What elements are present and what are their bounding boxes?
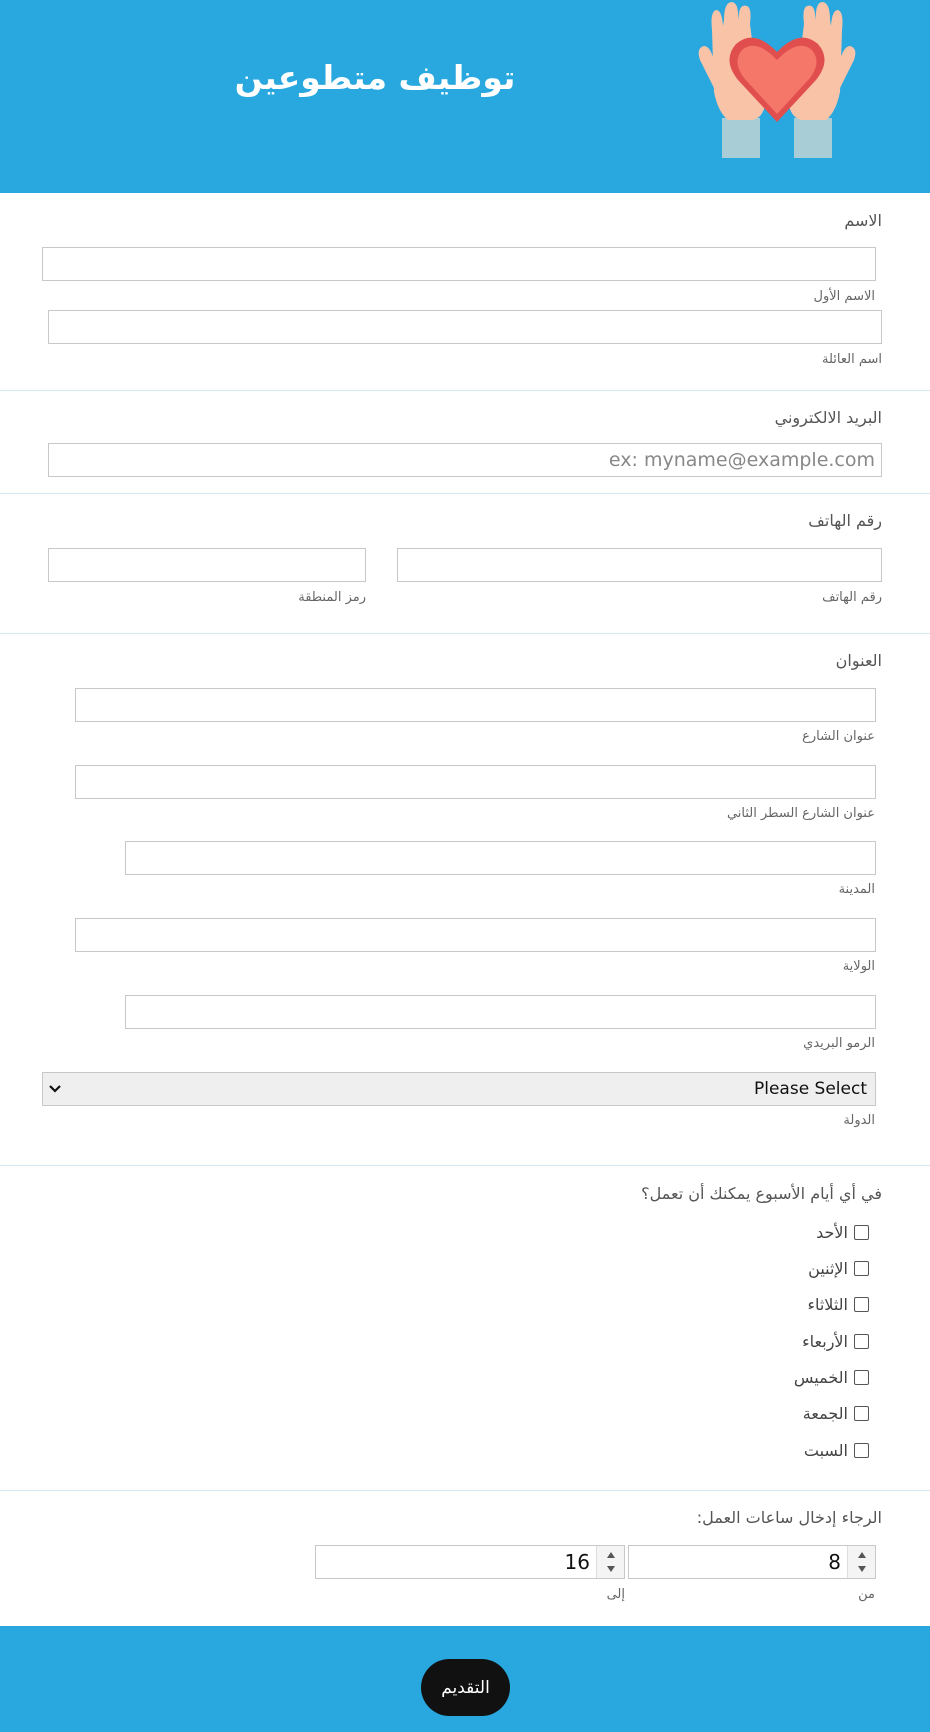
checkbox[interactable] [854,1225,869,1240]
checkbox[interactable] [854,1261,869,1276]
spinner-arrows[interactable] [596,1546,624,1578]
last-name-input[interactable] [48,310,882,344]
hours-from-sublabel: من [858,1587,875,1602]
area-code-sublabel: رمز المنطقة [298,590,366,605]
name-label: الاسم [844,211,882,230]
day-option-label: السبت [803,1440,848,1460]
day-option[interactable] [803,1401,869,1425]
spinner-arrows[interactable] [847,1546,875,1578]
day-option-label: الإثنين [808,1258,848,1278]
checkbox[interactable] [854,1297,869,1312]
day-option[interactable] [816,1220,869,1244]
country-selected-value: Please Select [753,1079,867,1099]
chevron-down-icon [49,1083,61,1095]
form-body [0,193,930,1626]
street-address-sublabel: عنوان الشارع [802,729,875,744]
phone-number-sublabel: رقم الهاتف [822,590,882,605]
form-header [0,0,930,193]
checkbox[interactable] [854,1406,869,1421]
address-label: العنوان [835,651,882,670]
checkbox[interactable] [854,1443,869,1458]
first-name-sublabel: الاسم الأول [813,289,875,304]
street-address-line2-input[interactable] [75,765,876,799]
day-option[interactable] [794,1365,869,1389]
arrow-up-icon[interactable] [606,1551,616,1559]
section-divider [0,1165,930,1166]
street-address-line2-sublabel: عنوان الشارع السطر الثاني [726,806,875,821]
hours-to-value: 16 [564,1550,590,1574]
state-input[interactable] [75,918,876,952]
day-option[interactable] [807,1292,869,1316]
country-sublabel: الدولة [843,1113,875,1128]
area-code-input[interactable] [48,548,366,582]
country-select[interactable] [42,1072,876,1106]
first-name-input[interactable] [42,247,876,281]
hours-label: الرجاء إدخال ساعات العمل: [696,1508,882,1527]
city-sublabel: المدينة [838,882,875,897]
section-divider [0,633,930,634]
state-sublabel: الولاية [842,959,875,974]
days-label: في أي أيام الأسبوع يمكنك أن تعمل؟ [641,1184,882,1203]
hours-to-spinner[interactable] [315,1545,625,1579]
arrow-up-icon[interactable] [857,1551,867,1559]
section-divider [0,1490,930,1491]
zip-code-sublabel: الرمو البريدي [803,1036,875,1051]
hours-to-sublabel: إلى [606,1587,625,1602]
phone-label: رقم الهاتف [808,511,882,530]
day-option-label: الأربعاء [802,1331,848,1351]
checkbox[interactable] [854,1334,869,1349]
form-footer [0,1626,930,1732]
section-divider [0,390,930,391]
day-option-label: الجمعة [802,1403,848,1423]
day-option-label: الثلاثاء [807,1294,848,1314]
submit-button[interactable]: التقديم [421,1659,510,1716]
last-name-sublabel: اسم العائلة [822,352,882,367]
checkbox[interactable] [854,1370,869,1385]
arrow-down-icon[interactable] [857,1565,867,1573]
street-address-input[interactable] [75,688,876,722]
day-option[interactable] [804,1438,869,1462]
city-input[interactable] [125,841,876,875]
form-title: توظيف متطوعين [234,58,516,97]
email-input[interactable] [48,443,882,477]
hours-from-value: 8 [828,1550,841,1574]
arrow-down-icon[interactable] [606,1565,616,1573]
section-divider [0,493,930,494]
hands-heart-icon [692,0,862,158]
hours-from-spinner[interactable] [628,1545,876,1579]
day-option[interactable] [802,1329,869,1353]
day-option-label: الأحد [816,1222,848,1242]
zip-code-input[interactable] [125,995,876,1029]
day-option-label: الخميس [793,1367,848,1387]
email-label: البريد الالكتروني [774,408,882,427]
phone-number-input[interactable] [397,548,882,582]
day-option[interactable] [808,1256,869,1280]
